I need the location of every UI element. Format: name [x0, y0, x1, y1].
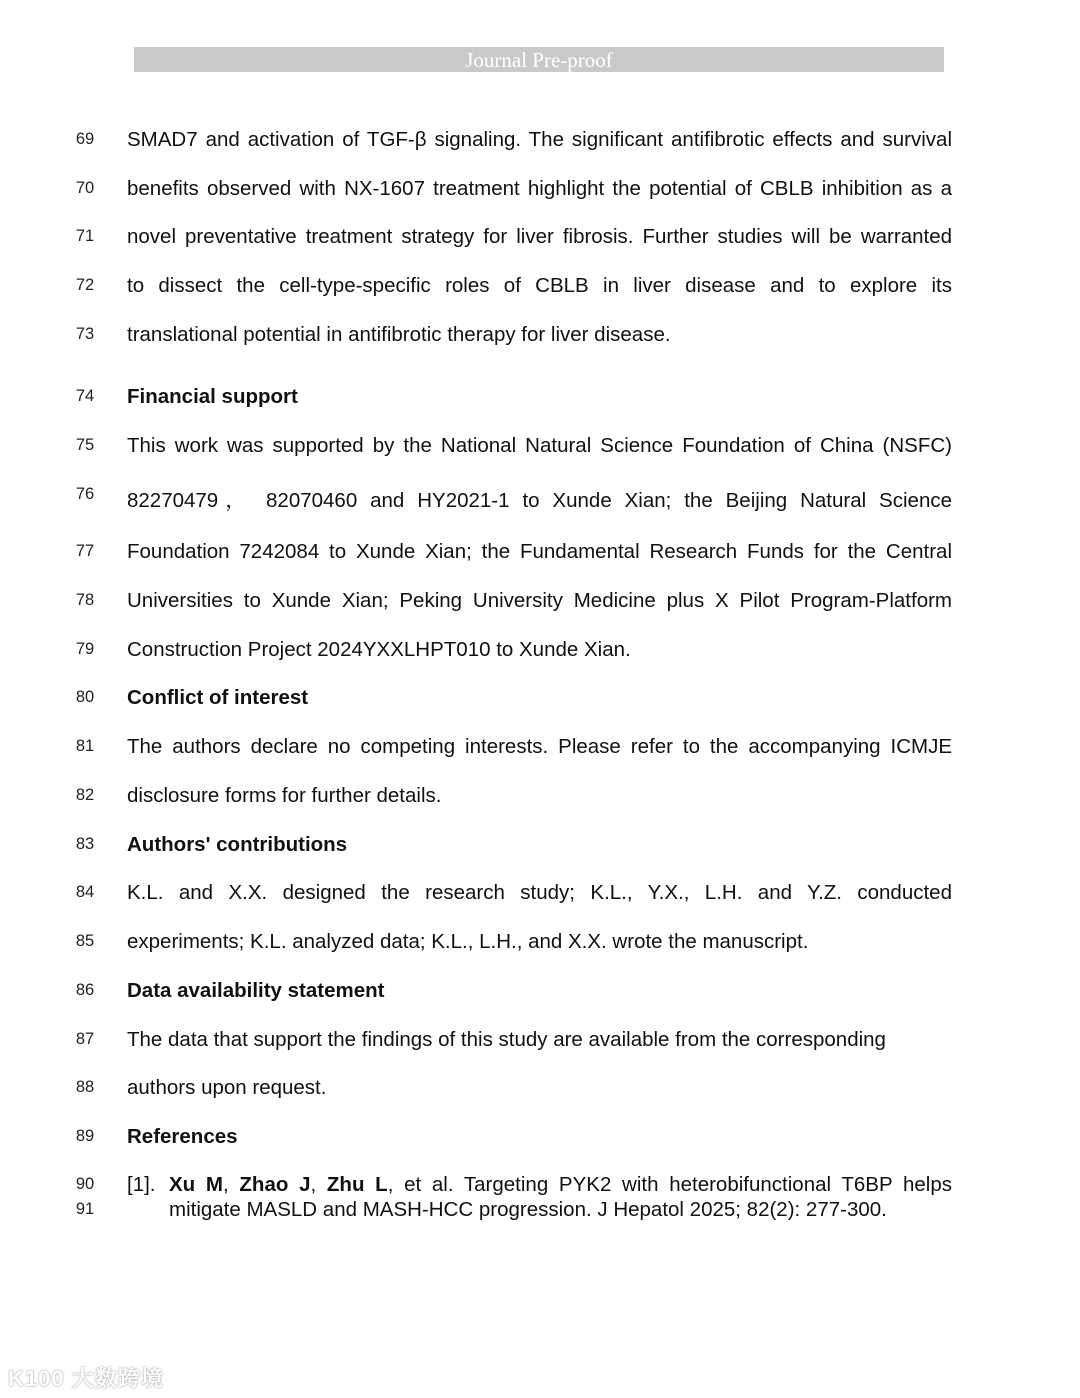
line-number: 84 — [75, 883, 95, 901]
reference-1-line-1 — [127, 1173, 952, 1197]
body-text-line: Universities to Xunde Xian; Peking University Medicine plus X Pilot Program-Platform — [127, 589, 952, 612]
separator: , — [222, 1173, 229, 1196]
author: Zhao J — [239, 1173, 311, 1196]
author: Xu M — [169, 1173, 223, 1196]
line-number: 79 — [75, 640, 95, 658]
journal-preproof-header — [134, 47, 944, 72]
line-number: 83 — [75, 835, 95, 853]
author: Zhu L — [326, 1173, 388, 1196]
reference-1-line-2: mitigate MASLD and MASH-HCC progression. J Hepatol 2025; 82(2): 277-300. — [169, 1198, 887, 1221]
header-title: Journal Pre-proof — [465, 48, 613, 72]
body-text-line: novel preventative treatment strategy for liver fibrosis. Further studies will be warranted — [127, 225, 952, 248]
watermark-logo: K100 大数跨境 — [8, 1366, 164, 1391]
body-text-line: 82270479， 82070460 and HY2021-1 to Xunde Xian; the Beijing Natural Science — [127, 489, 952, 512]
line-number: 72 — [75, 276, 95, 294]
section-heading: References — [127, 1125, 238, 1148]
body-text-line: The authors declare no competing interests. Please refer to the accompanying ICMJE — [127, 735, 952, 758]
separator: , — [310, 1173, 317, 1196]
body-text-line: SMAD7 and activation of TGF-β signaling. The significant antifibrotic effects and survival — [127, 128, 952, 151]
reference-number: [1]. — [127, 1173, 156, 1196]
line-number: 78 — [75, 591, 95, 609]
line-number: 86 — [75, 981, 95, 999]
line-number: 91 — [75, 1200, 95, 1218]
line-number: 85 — [75, 932, 95, 950]
line-number: 74 — [75, 387, 95, 405]
body-text-line: Construction Project 2024YXXLHPT010 to Xunde Xian. — [127, 638, 631, 661]
body-text-line: experiments; K.L. analyzed data; K.L., L.H., and X.X. wrote the manuscript. — [127, 930, 809, 953]
line-number: 82 — [75, 786, 95, 804]
line-number: 73 — [75, 325, 95, 343]
line-number: 77 — [75, 542, 95, 560]
section-heading: Conflict of interest — [127, 686, 309, 709]
body-text-line: This work was supported by the National Natural Science Foundation of China (NSFC) — [127, 434, 952, 457]
line-number: 87 — [75, 1030, 95, 1048]
line-number: 70 — [75, 179, 95, 197]
body-text-line: translational potential in antifibrotic therapy for liver disease. — [127, 323, 671, 346]
body-text-line: disclosure forms for further details. — [127, 784, 442, 807]
line-number: 71 — [75, 227, 95, 245]
section-heading: Data availability statement — [127, 979, 385, 1002]
line-number: 75 — [75, 436, 95, 454]
line-number: 80 — [75, 688, 95, 706]
reference-text: , et al. Targeting PYK2 with heterobifunctional T6BP helps — [387, 1173, 952, 1196]
line-number: 89 — [75, 1127, 95, 1145]
line-number: 81 — [75, 737, 95, 755]
body-text-line: K.L. and X.X. designed the research study; K.L., Y.X., L.H. and Y.Z. conducted — [127, 881, 952, 904]
body-text-line: to dissect the cell-type-specific roles of CBLB in liver disease and to explore its — [127, 274, 952, 297]
section-heading: Authors' contributions — [127, 833, 348, 856]
body-text-line: benefits observed with NX-1607 treatment highlight the potential of CBLB inhibition as a — [127, 177, 952, 200]
body-text-line: Foundation 7242084 to Xunde Xian; the Fundamental Research Funds for the Central — [127, 540, 952, 563]
line-number: 88 — [75, 1078, 95, 1096]
line-number: 76 — [75, 485, 95, 503]
line-number: 90 — [75, 1175, 95, 1193]
section-heading: Financial support — [127, 385, 298, 408]
body-text-line: authors upon request. — [127, 1076, 327, 1099]
line-number: 69 — [75, 130, 95, 148]
body-text-line: The data that support the findings of this study are available from the corresponding — [127, 1028, 886, 1051]
